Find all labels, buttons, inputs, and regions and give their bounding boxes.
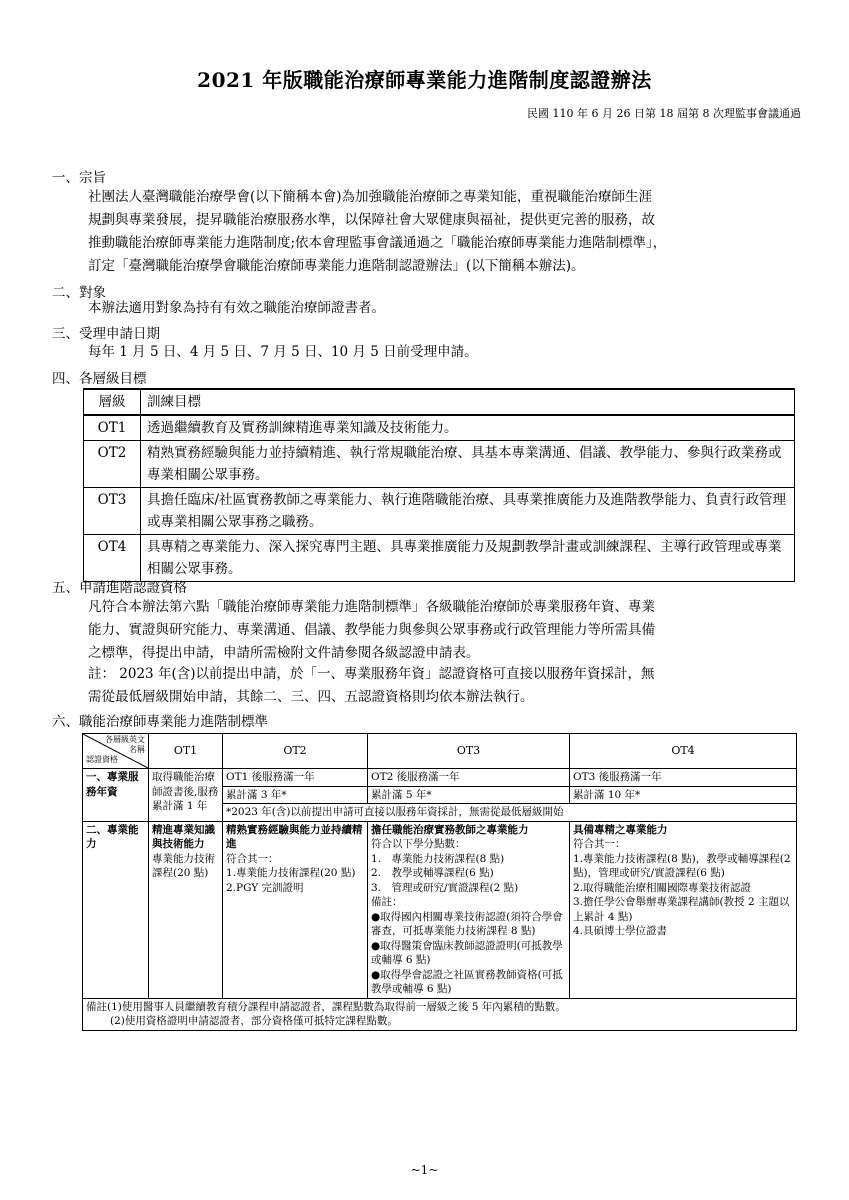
ot3-ability-bullet: ●取得國內相關專業技術認證(須符合學會審查，可抵專業能力技術課程 8 點)	[371, 910, 563, 937]
col-header-ot2: OT2	[223, 734, 368, 769]
ot3-service-after: OT2 後服務滿一年	[368, 769, 570, 787]
level-cell: OT2	[84, 441, 141, 488]
section-1-line: 訂定「臺灣職能治療學會職能治療師專業能力進階制認證辦法」(以下簡稱本辦法)。	[88, 258, 585, 274]
note-line: 需從最低層級開始申請，其餘二、三、四、五認證資格則均依本辦法執行。	[88, 689, 534, 705]
remark-line: (2)使用資格證明申請認證者，部分資格僅可抵特定課程點數。	[110, 1015, 398, 1027]
section-3-body: 每年 1 月 5 日、4 月 5 日、7 月 5 日、10 月 5 日前受理申請。	[88, 344, 478, 360]
ot3-service-total: 累計滿 5 年*	[368, 786, 570, 804]
ot1-service-years: 取得職能治療師證書後,服務累計滿 1 年	[149, 769, 223, 822]
table-row	[83, 998, 797, 1030]
ot4-ability-line: 1.專業能力技術課程(8 點)，教學或輔導課程(2 點)，管理或研究/實證課程(6 點)	[573, 852, 791, 879]
section-6-heading: 六、職能治療師專業能力進階制標準	[52, 714, 268, 730]
section-5-heading: 五、申請進階認證資格	[52, 580, 187, 596]
level-cell: OT4	[84, 535, 141, 582]
ot1-ability-body: 專業能力技術課程(20 點)	[152, 852, 215, 879]
ot3-ability-bullet: ●取得醫策會臨床教師認證證明(可抵教學或輔導 6 點)	[371, 939, 563, 966]
section-5-body	[88, 596, 800, 665]
table-row	[84, 535, 795, 582]
corner-top-label: 名稱	[129, 745, 145, 754]
level-goals-table	[83, 388, 795, 582]
section-5-line: 之標準，得提出申請，申請所需檢附文件請參閱各級認證申請表。	[88, 645, 480, 661]
ot2-ability	[223, 821, 368, 998]
ot4-ability-line: 2.取得職能治療相關國際專業技術認證	[573, 881, 752, 894]
section-1-line: 規劃與專業發展，提昇職能治療服務水準，以保障社會大眾健康與福祉，提供更完善的服務，故	[88, 212, 655, 228]
standards-table	[82, 733, 797, 1031]
approval-note: 民國 110 年 6 月 26 日第 18 屆第 8 次理監事會議通過	[527, 107, 801, 120]
level-cell: OT1	[84, 415, 141, 441]
ot2-ability-line: 符合其一：	[226, 852, 279, 865]
goal-cell: 透過繼續教育及實務訓練精進專業知識及技術能力。	[141, 415, 795, 441]
ot4-service-total: 累計滿 10 年*	[570, 786, 797, 804]
col-header-ot4: OT4	[570, 734, 797, 769]
ot4-ability-line: 符合其一：	[573, 838, 626, 850]
ot2-service-after: OT1 後服務滿一年	[223, 769, 368, 787]
remark-line: 備註(1)使用醫事人員繼續教育積分課程申請認證者，課程點數為取得前一層級之後 5 年內累積的點數。	[86, 1000, 566, 1013]
document-title: 2021 年版職能治療師專業能力進階制度認證辦法	[197, 68, 652, 92]
section-1-body	[88, 186, 800, 278]
goal-cell: 具專精之專業能力、深入探究專門主題、具專業推廣能力及規劃教學計畫或訓練課程、主導行政管理或專業相關公眾事務。	[141, 535, 795, 582]
remarks-cell	[83, 998, 797, 1030]
table-row	[83, 821, 797, 998]
ot3-ability-line: 符合以下學分點數：	[371, 838, 466, 850]
table-row	[83, 769, 797, 787]
row-label-professional-ability: 二、專業能力	[83, 821, 149, 998]
section-4-heading: 四、各層級目標	[52, 371, 147, 387]
ot3-ability-title: 擔任職能治療實務教師之專業能力	[371, 823, 529, 836]
col-header-ot1: OT1	[149, 734, 223, 769]
row-label-service-years: 一、專業服務年資	[83, 769, 149, 822]
ot3-ability-bullet: ●取得學會認證之社區實務教師資格(可抵教學或輔導 6 點)	[371, 968, 563, 995]
section-5-note	[88, 663, 800, 709]
ot2-ability-line: 2.PGY 完訓證明	[226, 881, 304, 894]
ot4-service-after: OT3 後服務滿一年	[570, 769, 797, 787]
level-cell: OT3	[84, 488, 141, 535]
ot3-ability-line: 2. 教學或輔導課程(6 點)	[371, 867, 494, 879]
table-row	[84, 488, 795, 535]
corner-top-label: 各層級英文	[105, 735, 145, 744]
service-footnote: *2023 年(含)以前提出申請可直接以服務年資採計，無需從最低層級開始	[223, 804, 797, 822]
ot2-ability-title: 精熟實務經驗與能力並持續精進	[226, 823, 363, 850]
ot3-ability-line: 1. 專業能力技術課程(8 點)	[371, 852, 505, 865]
corner-bottom-label: 認證資格	[86, 754, 118, 764]
ot4-ability-line: 3.擔任學公會舉辦專業課程講師(教授 2 主題以上累計 4 點)	[573, 896, 790, 923]
table-row	[84, 441, 795, 488]
ot4-ability-line: 4.具碩博士學位證書	[573, 925, 668, 937]
section-2-body: 本辦法適用對象為持有有效之職能治療師證書者。	[88, 300, 385, 316]
section-5-line: 能力、實證與研究能力、專業溝通、倡議、教學能力與參與公眾事務或行政管理能力等所需具備	[88, 622, 655, 638]
section-1-line: 社團法人臺灣職能治療學會(以下簡稱本會)為加強職能治療師之專業知能，重視職能治療師生涯	[88, 189, 653, 205]
ot4-ability-title: 具備專精之專業能力	[573, 823, 668, 836]
col-header-ot3: OT3	[368, 734, 570, 769]
section-1-line: 推動職能治療師專業能力進階制度;依本會理監事會議通過之「職能治療師專業能力進階制標準」，	[88, 235, 667, 251]
section-3-heading: 三、受理申請日期	[52, 326, 160, 342]
table-header-row	[83, 734, 797, 769]
table-row	[84, 415, 795, 441]
ot3-ability-line: 3. 管理或研究/實證課程(2 點)	[371, 881, 519, 894]
section-2-heading: 二、對象	[52, 285, 106, 301]
ot3-ability	[368, 821, 570, 998]
ot3-ability-line: 備註：	[371, 896, 403, 908]
header-goal: 訓練目標	[141, 389, 795, 415]
corner-cell	[83, 734, 149, 769]
page-number: ~1~	[410, 1163, 439, 1177]
header-level: 層級	[84, 389, 141, 415]
ot4-ability	[570, 821, 797, 998]
ot1-ability-title: 精進專業知識與技術能力	[152, 823, 215, 850]
ot2-ability-line: 1.專業能力技術課程(20 點)	[226, 867, 356, 879]
goal-cell: 具擔任臨床/社區實務教師之專業能力、執行進階職能治療、具專業推廣能力及進階教學能力、負責行政管理或專業相關公眾事務之職務。	[141, 488, 795, 535]
section-5-line: 凡符合本辦法第六點「職能治療師專業能力進階制標準」各級職能治療師於專業服務年資、專業	[88, 599, 655, 615]
note-line: 註： 2023 年(含)以前提出申請，於「一、專業服務年資」認證資格可直接以服務年資採計，無	[88, 666, 655, 682]
goal-cell: 精熟實務經驗與能力並持續精進、執行常規職能治療、具基本專業溝通、倡議、教學能力、參與行政業務或專業相關公眾事務。	[141, 441, 795, 488]
ot1-ability	[149, 821, 223, 998]
section-1-heading: 一、宗旨	[52, 170, 106, 186]
ot2-service-total: 累計滿 3 年*	[223, 786, 368, 804]
